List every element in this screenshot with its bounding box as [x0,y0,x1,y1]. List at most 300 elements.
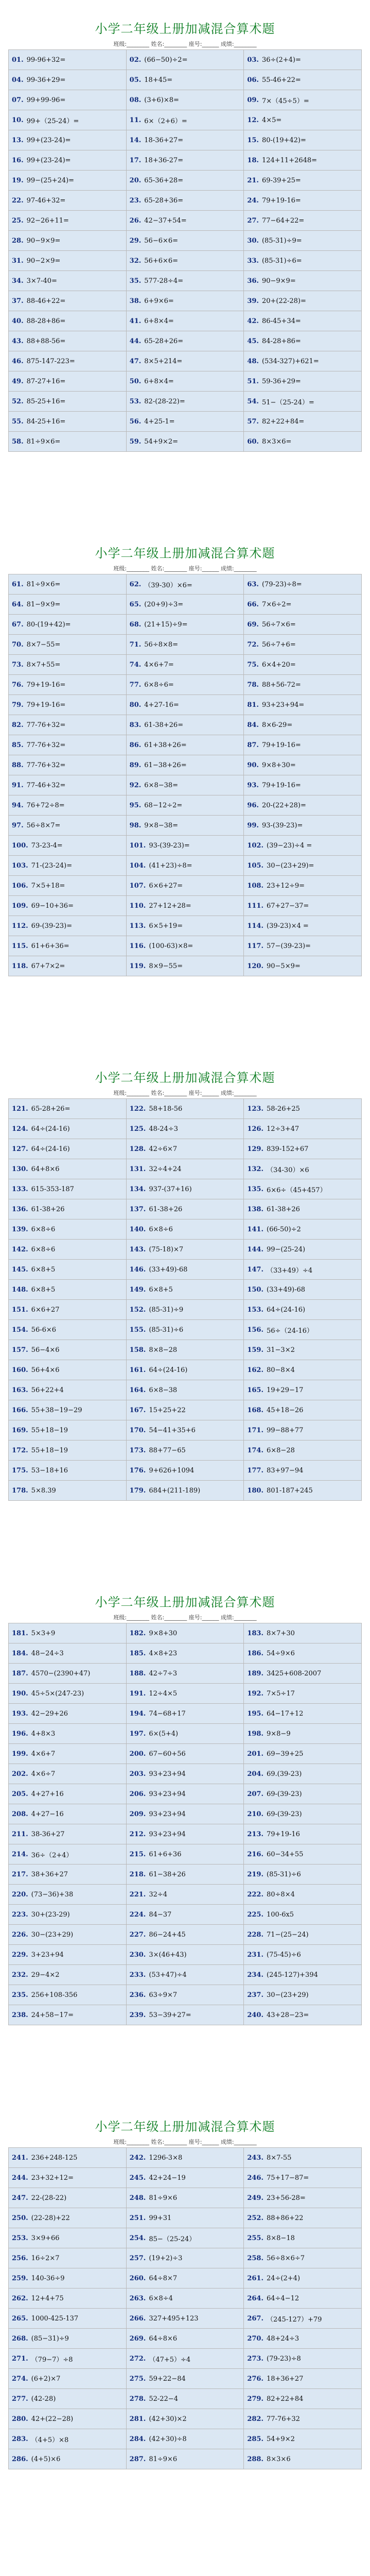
problem-number: 60. [247,437,259,446]
problem-expression: 84−37 [149,1910,172,1919]
problem-expression: 3×(46+43) [149,1951,187,1959]
problem-expression: 8×7-55 [267,2154,292,2162]
problem-cell [9,1461,127,1481]
problem-cell [9,2309,127,2329]
problem-cell [127,1420,244,1440]
problem-expression: (41+23)÷8= [149,861,192,870]
problem-cell [244,1280,362,1300]
problem-number: 55. [12,417,24,426]
problem-cell [9,1824,127,1844]
problem-expression: 4×6+7 [31,1750,56,1758]
problem-expression: 65-28+36= [144,196,184,205]
problem-expression: 6×8÷6 [31,1225,56,1233]
problem-expression: 56−4×6 [31,1346,60,1354]
problem-number: 16. [12,156,24,164]
problem-cell [9,595,127,615]
problem-cell [127,1300,244,1320]
problem-cell [244,2349,362,2369]
problem-cell [9,735,127,755]
problem-number: 144. [247,1245,263,1253]
problem-expression: 6×8+5 [31,1265,56,1274]
problem-expression: (53+47)÷4 [149,1971,187,1979]
problem-cell [127,755,244,775]
problem-number: 145. [12,1265,28,1274]
problem-cell [244,595,362,615]
problem-expression: (79-23)÷8= [261,580,302,588]
problem-cell [9,2268,127,2289]
problem-expression: 69−10+36= [31,902,74,910]
problem-number: 111. [247,902,263,910]
problem-number: 73. [12,660,24,669]
problem-number: 02. [129,56,142,64]
problem-cell [9,291,127,311]
problem-number: 47. [129,357,142,365]
problem-number: 204. [247,1770,263,1778]
problem-number: 208. [12,1810,28,1818]
problem-cell [244,2168,362,2188]
problem-expression: (42+30)÷8 [149,2435,187,2443]
problem-number: 28. [12,236,24,245]
problem-expression: 81÷9×6 [149,2194,178,2202]
problem-expression: 18+36-27= [144,156,184,164]
problem-number: 260. [129,2274,146,2282]
problem-cell [127,291,244,311]
problem-number: 212. [129,1830,146,1838]
problem-expression: 4+8×3 [31,1730,56,1738]
problem-expression: (85-31)÷6= [261,257,302,265]
problem-expression: 19+29−17 [267,1386,304,1394]
problem-expression: 801-187+245 [267,1486,313,1495]
problem-expression: 88+86+22 [267,2214,304,2222]
problem-number: 142. [12,1245,28,1253]
problem-number: 285. [247,2435,263,2443]
problem-cell [9,2389,127,2409]
problem-number: 82. [12,721,24,729]
problem-cell [127,70,244,90]
problem-expression: 6×(5+4) [149,1730,179,1738]
sheet-title: 小学二年级上册加减混合算术题 [95,22,275,36]
problem-number: 40. [12,317,24,325]
problem-expression: (66−50)÷2= [144,56,188,64]
problem-number: 58. [12,437,24,446]
problem-cell [127,1744,244,1764]
problem-expression: 9×8−9 [267,1730,291,1738]
problem-expression: 5×8.39 [31,1486,56,1495]
problem-number: 189. [247,1669,263,1677]
problem-number: 100. [12,841,28,850]
problem-expression: 15+25+22 [149,1406,186,1414]
problem-number: 08. [129,96,142,104]
problem-number: 115. [12,942,28,950]
problem-number: 54. [247,397,259,405]
problem-expression: 20-(22+28)= [261,801,306,809]
problem-expression: 42+(22−28) [31,2415,74,2423]
problem-cell [244,412,362,432]
problem-expression: 81÷9×6 [149,2455,178,2463]
problem-cell [127,1240,244,1260]
problem-number: 99. [247,821,259,829]
problem-expression: 79+19-16= [261,741,301,749]
problem-expression: 56÷8×6÷7 [267,2254,305,2262]
problem-number: 12. [247,116,259,124]
problem-expression: 4+27-16= [144,701,179,709]
problem-expression: 24+58−17= [31,2011,74,2019]
problem-expression: 65-28+26= [144,337,184,345]
problem-number: 128. [129,1145,146,1153]
problem-number: 194. [129,1709,146,1718]
problem-number: 14. [129,136,142,144]
problem-expression: 56+4×6 [31,1366,60,1374]
problem-cell [9,2228,127,2248]
problem-expression: 56+6×6= [144,257,179,265]
problem-number: 114. [247,922,263,930]
problem-number: 182. [129,1629,146,1637]
problem-expression: 93+23+94 [149,1770,186,1778]
problem-expression: 32÷4+24 [149,1165,182,1173]
problem-expression: 9+626+1094 [149,1466,195,1475]
problem-expression: 4+25-1= [144,417,175,426]
problem-expression: 4×5= [261,116,282,124]
problem-number: 56. [129,417,142,426]
problem-cell [244,2228,362,2248]
problem-cell [127,1280,244,1300]
problem-cell [9,150,127,171]
problem-number: 196. [12,1730,28,1738]
problem-number: 79. [12,701,24,709]
problem-number: 106. [12,882,28,890]
problem-number: 46. [12,357,24,365]
problem-cell [9,2369,127,2389]
problem-number: 271. [12,2354,28,2363]
problem-expression: 64÷(24-16) [149,1366,188,1374]
problem-expression: 74−68+17 [149,1709,186,1718]
problem-number: 209. [129,1810,146,1818]
problem-number: 65. [129,600,142,608]
problem-number: 185. [129,1649,146,1657]
problem-expression: （39-30）×6= [144,581,192,589]
problem-cell [9,1925,127,1945]
problem-cell [244,271,362,291]
problem-expression: 6×8÷6 [31,1245,56,1253]
problem-expression: 61+38+26= [144,741,187,749]
problem-number: 228. [247,1930,263,1939]
problem-expression: 54+9×2= [144,437,179,446]
problem-expression: (39-23)×4 = [267,922,309,930]
problem-expression: 88+88-56= [26,337,66,345]
problem-number: 18. [247,156,259,164]
problem-number: 66. [247,600,259,608]
problem-cell [127,90,244,110]
problem-expression: 61-38+26= [144,721,184,729]
problem-cell [127,1199,244,1219]
problem-number: 31. [12,257,24,265]
problem-number: 203. [129,1770,146,1778]
problem-number: 134. [129,1185,146,1193]
problem-number: 280. [12,2415,28,2423]
problem-number: 45. [247,337,259,345]
problem-expression: 77-76+32= [26,721,66,729]
problem-expression: 77-46+32= [26,781,66,789]
problem-expression: 236+248-125 [31,2154,78,2162]
problem-number: 104. [129,861,146,870]
problem-number: 220. [12,1890,28,1899]
problem-number: 133. [12,1185,28,1193]
problem-expression: （245-127）+79 [267,2315,322,2324]
problem-cell [127,1885,244,1905]
problem-number: 03. [247,56,259,64]
problem-expression: 61-38+26 [31,1205,65,1213]
problem-expression: （34-30）×6 [267,1166,309,1174]
problem-cell [9,90,127,110]
problem-expression: 59+22−84 [149,2375,186,2383]
problem-cell [9,1945,127,1965]
problem-cell [9,1905,127,1925]
problem-cell [9,351,127,371]
problem-cell [9,755,127,775]
problem-cell [9,1340,127,1360]
problem-number: 224. [129,1910,146,1919]
problem-cell [9,1199,127,1219]
problem-expression: 84-25+16= [26,417,66,426]
problem-cell [244,1139,362,1159]
problem-cell [244,1724,362,1744]
problem-number: 87. [247,741,259,749]
problem-cell [244,70,362,90]
problem-number: 238. [12,2011,28,2019]
problem-cell [244,1965,362,1985]
problem-number: 20. [129,176,142,184]
problem-cell [9,171,127,191]
problem-number: 136. [12,1205,28,1213]
problem-cell [9,1985,127,2005]
problem-number: 154. [12,1326,28,1334]
problem-expression: 53−39+27= [149,2011,191,2019]
problem-expression: 92−26+11= [26,216,69,225]
problem-number: 127. [12,1145,28,1153]
problem-number: 183. [247,1629,263,1637]
problem-cell [9,2349,127,2369]
problem-cell [244,231,362,251]
problem-cell [9,1260,127,1280]
problem-cell [9,695,127,715]
problem-cell [127,331,244,351]
problem-cell [127,1784,244,1804]
worksheet-sheet [0,1049,370,1573]
problem-number: 188. [129,1669,146,1677]
problem-number: 62. [129,580,142,588]
problem-expression: 99−(25+24)= [26,176,75,184]
problem-number: 44. [129,337,142,345]
problem-number: 186. [247,1649,263,1657]
problem-expression: 56−6×6= [144,236,179,245]
problem-cell [244,1340,362,1360]
problem-expression: 71−(25−24) [267,1930,309,1939]
problem-number: 121. [12,1105,28,1113]
problem-number: 39. [247,297,259,305]
problem-expression: (85−31)÷9 [31,2334,69,2343]
problem-cell [9,1764,127,1784]
problem-expression: 55+18−19 [31,1426,68,1434]
problem-cell [9,50,127,70]
problem-cell [9,1724,127,1744]
problem-expression: 82-(28-22)= [144,397,185,405]
problem-cell [127,2429,244,2449]
problem-number: 122. [129,1105,146,1113]
problem-cell [244,2369,362,2389]
problem-cell [127,1099,244,1119]
problem-cell [127,1724,244,1744]
problem-number: 233. [129,1971,146,1979]
problem-cell [9,2208,127,2228]
problem-number: 52. [12,397,24,405]
problem-cell [9,331,127,351]
problem-cell [9,1360,127,1380]
problem-expression: 45+18−26 [267,1406,304,1414]
problem-number: 50. [129,377,142,385]
problem-expression: 86−24+45 [149,1930,186,1939]
problem-cell [127,2449,244,2469]
problem-expression: 69-(39-23) [267,1810,302,1818]
problem-expression: 64−17+12 [267,1709,304,1718]
problem-cell [244,2268,362,2289]
problem-expression: 79+19-16= [261,196,301,205]
problem-number: 156. [247,1326,263,1334]
problem-expression: 54÷9×6 [267,1649,295,1657]
problem-cell [244,1420,362,1440]
problem-cell [127,1905,244,1925]
problem-number: 38. [129,297,142,305]
problem-number: 191. [129,1689,146,1698]
problem-cell [244,1400,362,1420]
problem-number: 159. [247,1346,263,1354]
problem-cell [127,1865,244,1885]
problem-expression: 61−38+26 [149,1870,186,1878]
problem-number: 261. [247,2274,263,2282]
problem-cell [127,1945,244,1965]
problem-number: 215. [129,1850,146,1858]
problem-cell [244,2188,362,2208]
problem-cell [244,876,362,896]
problem-expression: 93-(39-23)= [149,841,190,850]
problem-expression: 9×8+30= [261,761,296,769]
problem-cell [127,1481,244,1501]
problem-number: 96. [247,801,259,809]
problem-cell [9,1965,127,1985]
problem-cell [127,231,244,251]
problem-cell [9,574,127,595]
problem-expression: 8×9−55= [149,962,183,970]
problem-number: 63. [247,580,259,588]
problem-number: 213. [247,1830,263,1838]
problem-expression: 76+72÷8= [26,801,65,809]
problem-number: 13. [12,136,24,144]
problem-number: 259. [12,2274,28,2282]
problem-number: 108. [247,882,263,890]
problem-expression: 100-6x5 [267,1910,294,1919]
problem-number: 195. [247,1709,263,1718]
problem-expression: 99-96+32= [26,56,66,64]
problem-expression: 51−（25-24）= [261,398,314,406]
problem-number: 22. [12,196,24,205]
problem-expression: 55+18−19 [31,1446,68,1454]
problem-expression: 6+9×6= [144,297,174,305]
problem-grid [8,1623,362,2025]
problem-expression: 67+7×2= [31,962,65,970]
problem-cell [244,1945,362,1965]
problem-expression: 60−34+55 [267,1850,304,1858]
problem-cell [244,150,362,171]
problem-number: 181. [12,1629,28,1637]
problem-cell [127,1179,244,1199]
problem-number: 167. [129,1406,146,1414]
problem-cell [127,1119,244,1139]
problem-number: 256. [12,2254,28,2262]
problem-number: 257. [129,2254,146,2262]
problem-cell [244,2148,362,2168]
problem-number: 124. [12,1125,28,1133]
problem-expression: (39−23)÷4 = [267,841,312,850]
problem-expression: 88+77−65 [149,1446,186,1454]
problem-expression: 8×6-29= [261,721,293,729]
problem-number: 264. [247,2294,263,2302]
problem-cell [244,371,362,392]
problem-expression: 54−41+35+6 [149,1426,196,1434]
problem-cell [127,715,244,735]
problem-number: 219. [247,1870,263,1878]
problem-number: 05. [129,76,142,84]
problem-number: 172. [12,1446,28,1454]
problem-cell [9,1481,127,1501]
problem-cell [127,735,244,755]
problem-cell [127,392,244,412]
problem-cell [127,311,244,331]
problem-expression: 12÷3+47 [267,1125,299,1133]
problem-cell [127,271,244,291]
problem-cell [127,2005,244,2025]
problem-expression: 6×8+5 [149,1285,173,1294]
problem-number: 30. [247,236,259,245]
problem-expression: (534-327)+621= [261,357,319,365]
problem-number: 123. [247,1105,263,1113]
problem-number: 246. [247,2174,263,2182]
problem-number: 247. [12,2194,28,2202]
problem-cell [127,1360,244,1380]
problem-expression: 69.(39-23) [267,1770,302,1778]
problem-number: 29. [129,236,142,245]
problem-expression: 93+23+94 [149,1830,186,1838]
problem-number: 68. [129,620,142,629]
problem-expression: 5×3+9 [31,1629,56,1637]
problem-cell [127,615,244,635]
problem-cell [244,1360,362,1380]
sheet-title: 小学二年级上册加减混合算术题 [95,1071,275,1085]
problem-expression: （47+5）÷4 [149,2355,191,2364]
problem-expression: 88-46+22= [26,297,66,305]
worksheet-sheet [0,0,370,524]
problem-number: 232. [12,1971,28,1979]
problem-cell [244,291,362,311]
problem-expression: 615-353-187 [31,1185,74,1193]
problem-cell [244,1885,362,1905]
problem-expression: 79+19-16 [267,1830,300,1838]
problem-expression: 73-23-4= [31,841,63,850]
problem-cell [244,110,362,130]
problem-number: 23. [129,196,142,205]
problem-number: 15. [247,136,259,144]
problem-number: 77. [129,681,142,689]
problem-cell [127,191,244,211]
problem-number: 78. [247,681,259,689]
